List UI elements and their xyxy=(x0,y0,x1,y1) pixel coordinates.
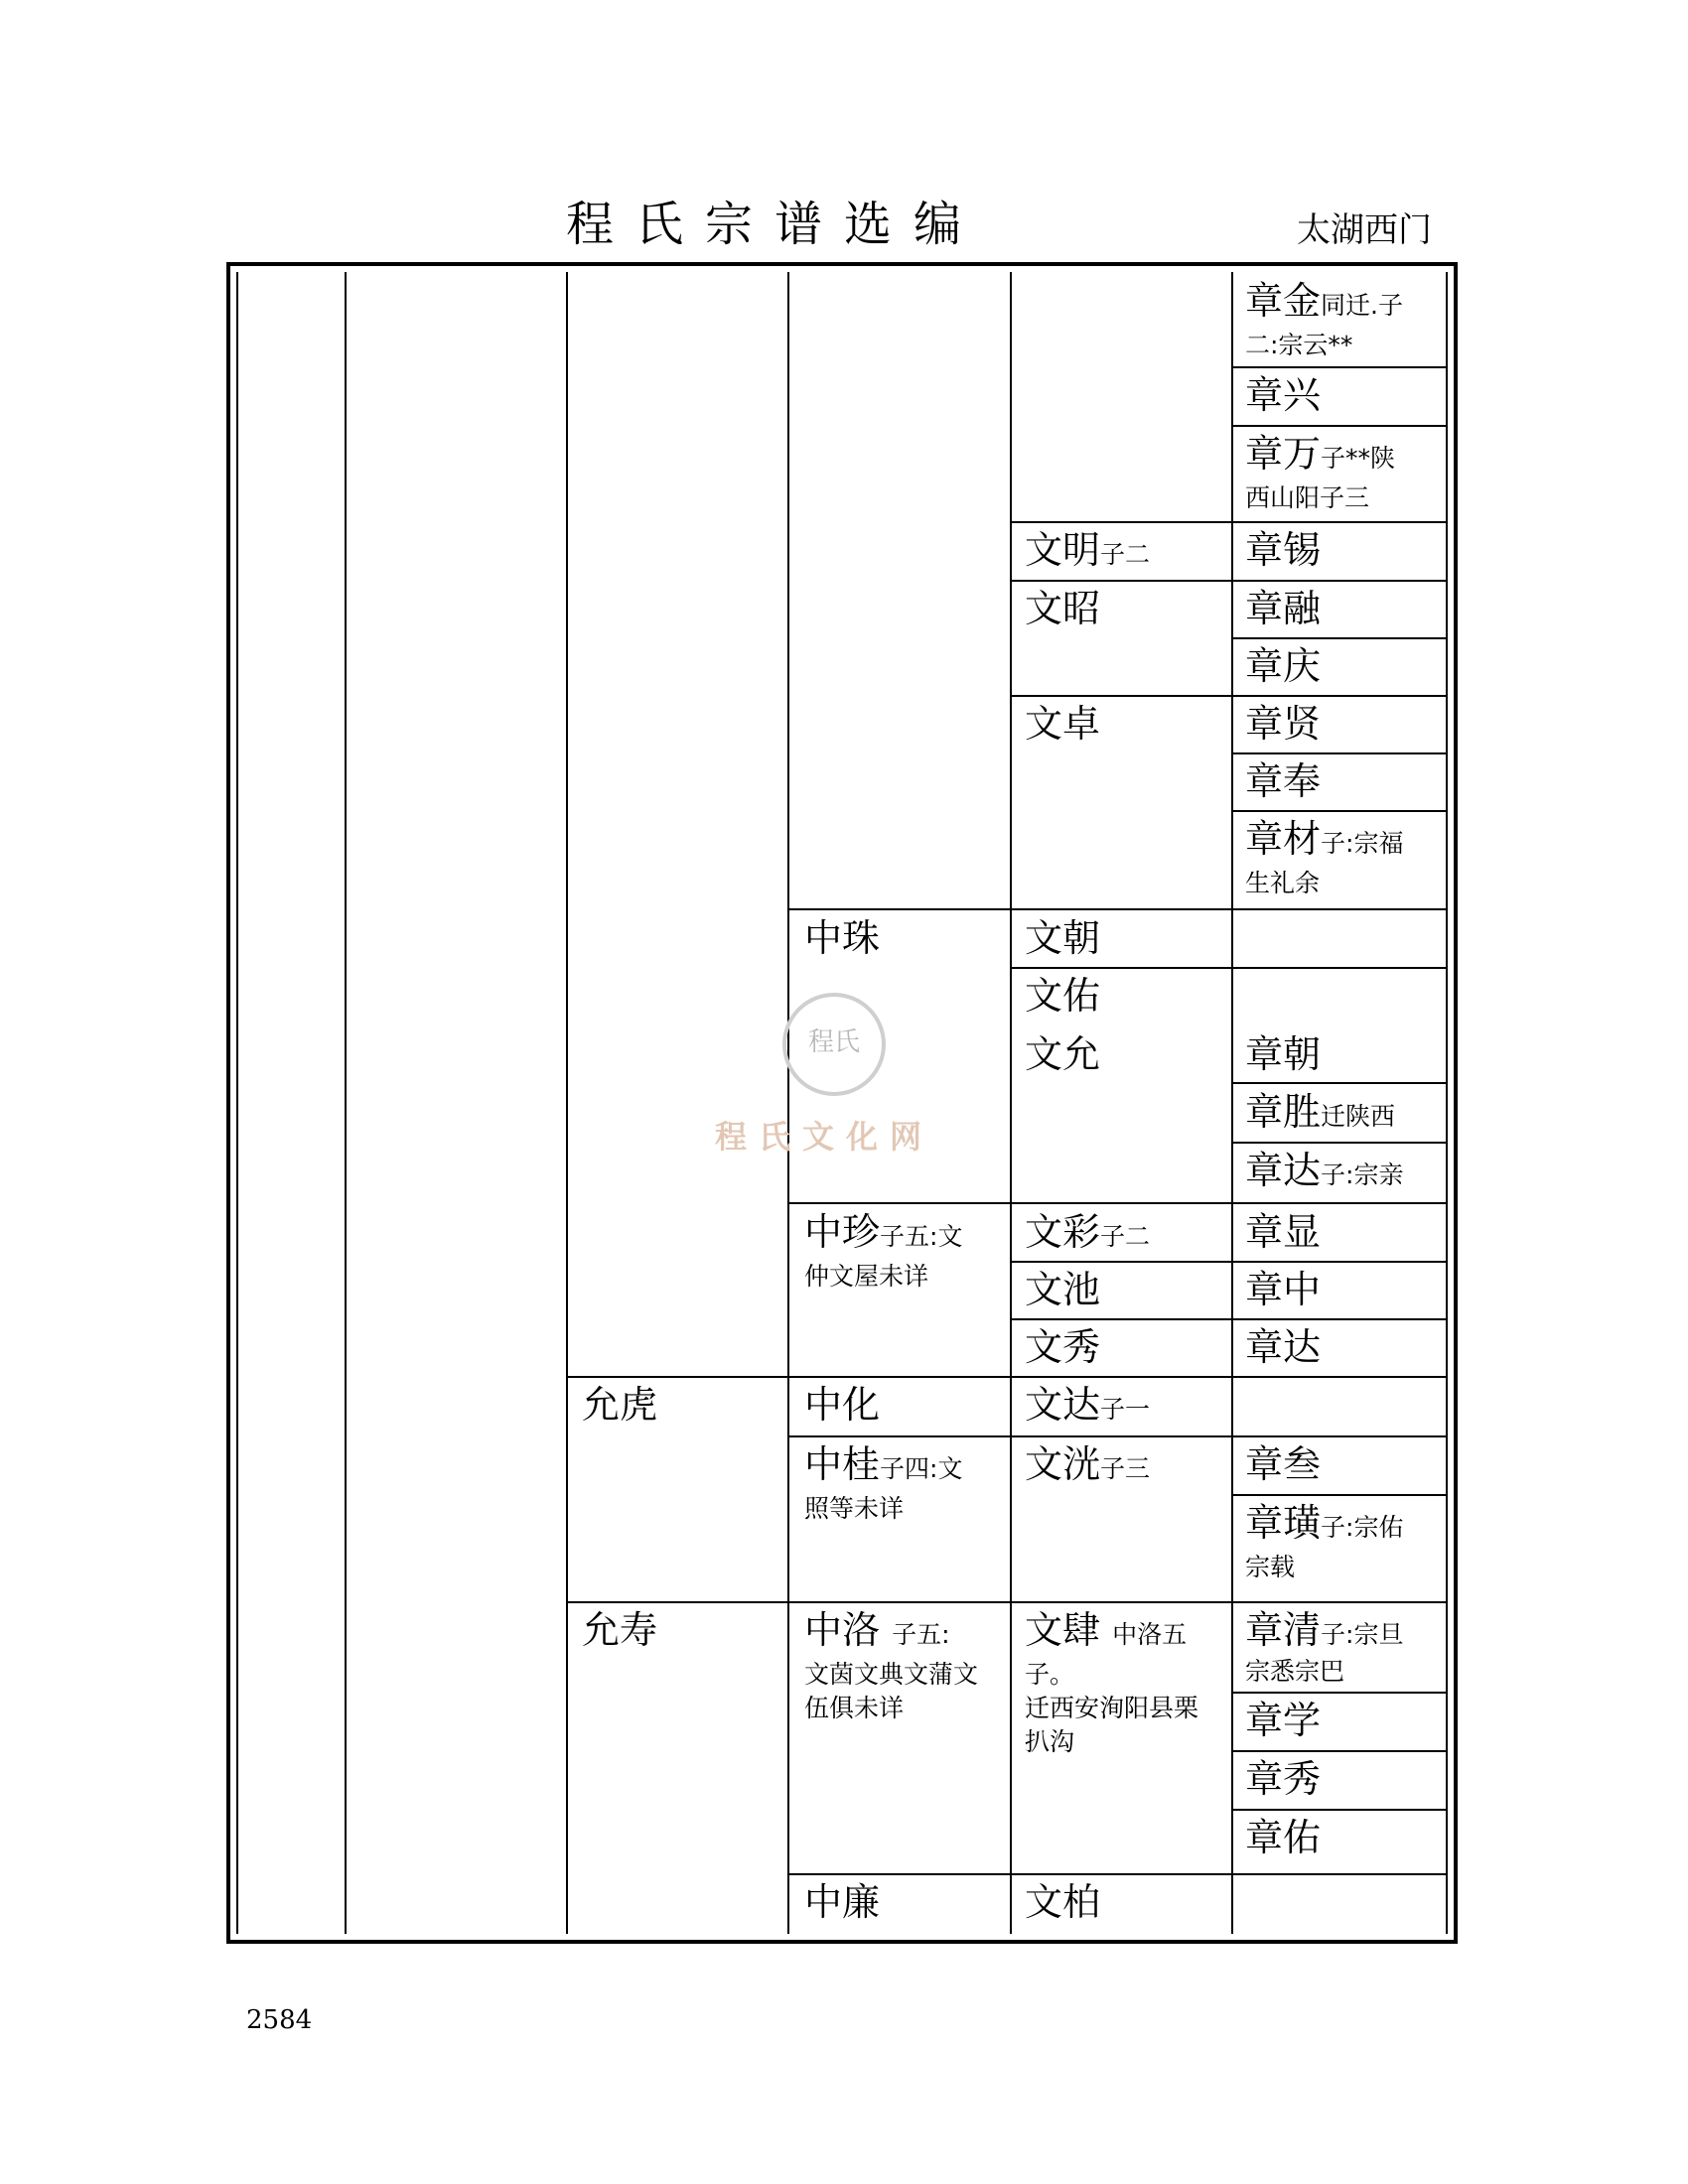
gen6-note: 子:宗福 xyxy=(1321,829,1404,858)
gen6-name: 章叁 xyxy=(1245,1442,1322,1486)
gen5-note: 子二 xyxy=(1100,1222,1151,1251)
gen4-note: 子四:文 xyxy=(880,1454,963,1483)
gen6-name: 章庆 xyxy=(1245,644,1322,688)
gen6-note: 同迁.子 xyxy=(1321,291,1403,320)
gen5-name: 文洸 xyxy=(1025,1442,1101,1486)
gen6-name: 章贤 xyxy=(1245,702,1322,746)
row-divider xyxy=(1010,1261,1448,1263)
row-divider xyxy=(787,908,1448,910)
column-divider xyxy=(566,272,568,1934)
gen5-name: 文卓 xyxy=(1025,702,1101,746)
gen5-note: 子二 xyxy=(1100,540,1151,569)
watermark-text: 程氏文化网 xyxy=(715,1118,934,1156)
gen3-name: 允虎 xyxy=(582,1383,658,1427)
row-divider xyxy=(1231,1750,1448,1752)
row-divider xyxy=(1231,1142,1448,1144)
gen4-name: 中桂 xyxy=(804,1442,881,1486)
gen5-name: 文明 xyxy=(1025,528,1101,572)
row-divider xyxy=(1010,967,1448,969)
gen6-name: 章万 xyxy=(1245,432,1322,476)
gen5-entry xyxy=(1025,527,1150,578)
gen6-entry xyxy=(1245,1607,1446,1686)
gen6-name: 章融 xyxy=(1245,587,1322,630)
gen6-name: 章达 xyxy=(1245,1325,1322,1369)
gen6-note: 迁陕西 xyxy=(1321,1102,1396,1131)
gen5-name: 文彩 xyxy=(1025,1210,1101,1254)
page-title: 程氏宗谱选编 xyxy=(565,197,983,252)
gen3-name: 允寿 xyxy=(582,1608,658,1652)
gen4-entry xyxy=(804,1441,1008,1526)
gen6-name: 章显 xyxy=(1245,1210,1322,1254)
gen6-name: 章秀 xyxy=(1245,1757,1322,1801)
gen6-entry xyxy=(1245,431,1446,515)
watermark-seal: 程氏 xyxy=(782,993,886,1096)
row-divider xyxy=(1231,425,1448,427)
gen6-entry xyxy=(1245,278,1446,362)
gen6-note: 子**陕 xyxy=(1321,444,1396,473)
gen5-name: 文池 xyxy=(1025,1268,1101,1311)
row-divider xyxy=(787,1873,1448,1875)
gen6-name: 章达 xyxy=(1245,1149,1322,1192)
gen4-note: 子五:文 xyxy=(880,1222,963,1251)
gen5-note: 子一 xyxy=(1100,1395,1151,1424)
row-divider xyxy=(566,1376,1448,1378)
gen6-note-cont: 二:宗云** xyxy=(1245,331,1353,359)
gen6-note-cont: 宗悉宗巴 xyxy=(1245,1657,1345,1686)
column-divider xyxy=(236,272,238,1934)
row-divider xyxy=(1010,695,1448,697)
gen6-entry xyxy=(1245,1500,1446,1584)
gen6-name: 章清 xyxy=(1245,1608,1322,1652)
gen4-entry xyxy=(804,1209,1008,1294)
gen4-entry xyxy=(804,1607,1001,1725)
gen5-name: 文秀 xyxy=(1025,1325,1101,1369)
gen5-name: 文朝 xyxy=(1025,916,1101,960)
gen5-name: 文达 xyxy=(1025,1383,1101,1427)
gen6-note-cont: 西山阳子三 xyxy=(1245,483,1370,512)
gen5-name: 文柏 xyxy=(1025,1880,1101,1924)
row-divider xyxy=(1231,1082,1448,1084)
gen6-name: 章学 xyxy=(1245,1699,1322,1742)
gen4-note: 子五: xyxy=(892,1620,950,1649)
gen5-name: 文允 xyxy=(1025,1032,1101,1076)
gen4-name: 中廉 xyxy=(804,1880,881,1924)
gen5-name: 文昭 xyxy=(1025,587,1101,630)
row-divider xyxy=(1010,580,1448,582)
gen6-entry xyxy=(1245,816,1446,900)
row-divider xyxy=(1231,810,1448,812)
row-divider xyxy=(1010,521,1448,523)
gen6-name: 章胜 xyxy=(1245,1090,1322,1134)
gen6-name: 章朝 xyxy=(1245,1032,1322,1076)
gen6-name: 章锡 xyxy=(1245,528,1322,572)
gen6-entry xyxy=(1245,1089,1395,1140)
gen6-note: 子:宗亲 xyxy=(1321,1160,1404,1189)
row-divider xyxy=(566,1601,1448,1603)
row-divider xyxy=(1231,752,1448,754)
page-number: 2584 xyxy=(246,2005,313,2035)
gen5-entry xyxy=(1025,1441,1150,1492)
gen6-name: 章中 xyxy=(1245,1268,1322,1311)
gen6-name: 章材 xyxy=(1245,817,1322,861)
row-divider xyxy=(787,1202,1448,1204)
row-divider xyxy=(1231,637,1448,639)
row-divider xyxy=(1231,1692,1448,1694)
gen4-note-cont: 文茵文典文蒲文伍俱未详 xyxy=(804,1660,979,1722)
gen5-name: 文肆 xyxy=(1025,1608,1101,1652)
gen5-note: 子三 xyxy=(1100,1454,1151,1483)
gen5-entry xyxy=(1025,1607,1223,1759)
row-divider xyxy=(1010,1318,1448,1320)
gen4-note-cont: 仲文屋未详 xyxy=(804,1262,929,1291)
watermark xyxy=(715,993,973,1181)
row-divider xyxy=(1231,366,1448,368)
row-divider xyxy=(787,1435,1448,1437)
row-divider xyxy=(1231,1809,1448,1811)
gen4-name: 中化 xyxy=(804,1383,881,1427)
gen5-note-cont: 迁西安洵阳县栗扒沟 xyxy=(1025,1694,1199,1756)
gen5-entry xyxy=(1025,1382,1150,1433)
gen4-name: 中珍 xyxy=(804,1210,881,1254)
row-divider xyxy=(1231,1494,1448,1496)
gen6-note-cont: 生礼余 xyxy=(1245,869,1321,897)
gen6-name: 章璜 xyxy=(1245,1501,1322,1545)
gen6-name: 章奉 xyxy=(1245,759,1322,803)
gen6-note: 子:宗佑 xyxy=(1321,1513,1404,1542)
gen4-name: 中珠 xyxy=(804,916,881,960)
gen5-name: 文佑 xyxy=(1025,974,1101,1018)
gen4-note-cont: 照等未详 xyxy=(804,1494,905,1523)
column-divider xyxy=(345,272,347,1934)
gen4-name: 中洛 xyxy=(804,1608,881,1652)
gen6-name: 章佑 xyxy=(1245,1816,1322,1859)
gen5-note-cont: 子。 xyxy=(1025,1660,1075,1689)
gen6-note-cont: 宗载 xyxy=(1245,1553,1296,1581)
gen6-name: 章兴 xyxy=(1245,373,1322,417)
page-subtitle: 太湖西门 xyxy=(1297,210,1432,250)
gen6-note: 子:宗旦 xyxy=(1321,1620,1404,1649)
gen6-entry xyxy=(1245,1148,1403,1198)
gen5-entry xyxy=(1025,1209,1150,1260)
gen5-note: 中洛五 xyxy=(1112,1620,1188,1649)
gen6-name: 章金 xyxy=(1245,279,1322,323)
